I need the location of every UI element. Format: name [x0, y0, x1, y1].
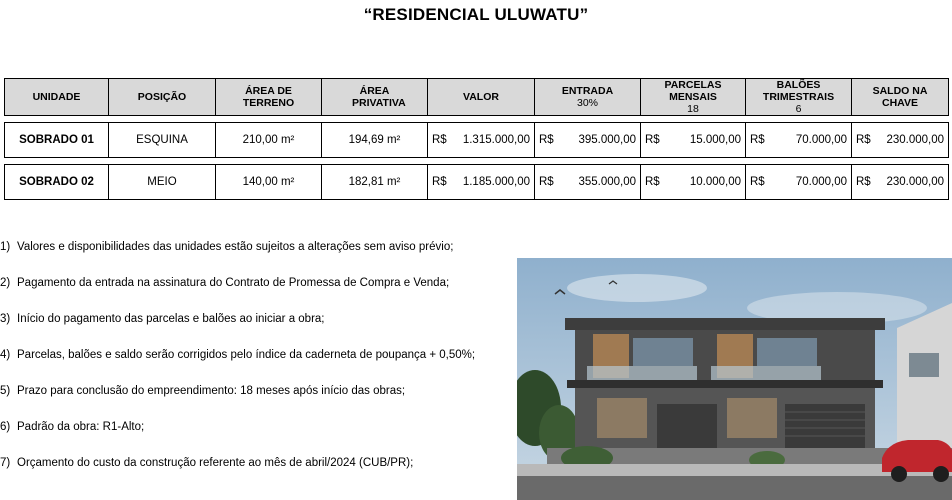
cell-baloes: R$ 70.000,00: [746, 165, 852, 200]
balcony-glass: [711, 366, 821, 380]
units-price-table: [4, 78, 949, 200]
list-item: 2) Pagamento da entrada na assinatura do Contrato de Promessa de Compra e Venda;: [0, 277, 450, 289]
cell-saldo: R$ 230.000,00: [852, 165, 949, 200]
table-row: [5, 123, 949, 158]
header-valor: VALOR: [428, 79, 535, 116]
cell-parcelas: R$ 10.000,00: [641, 165, 746, 200]
list-item: 5) Prazo para conclusão do empreendimento: 18 meses após início das obras;: [0, 385, 406, 397]
header-posicao: POSIÇÃO: [109, 79, 216, 116]
header-saldo-na-chave: SALDO NA CHAVE: [852, 79, 949, 116]
window: [757, 338, 817, 366]
conditions-list: [0, 240, 475, 492]
neighbour-house: [897, 303, 952, 458]
street: [517, 476, 952, 500]
list-item: 7) Orçamento do custo da construção referente ao mês de abril/2024 (CUB/PR);: [0, 457, 414, 469]
header-area-privativa: ÁREA PRIVATIVA: [322, 79, 428, 116]
cell-posicao: ESQUINA: [109, 123, 216, 158]
page-title: “RESIDENCIAL ULUWATU”: [363, 5, 589, 24]
list-item: 3) Início do pagamento das parcelas e balões ao iniciar a obra;: [0, 313, 325, 325]
cell-area-privativa: 194,69 m²: [322, 123, 428, 158]
cell-parcelas: R$ 15.000,00: [641, 123, 746, 158]
garage-gate: [785, 404, 865, 448]
garage-gate: [657, 404, 717, 448]
cell-entrada: R$ 355.000,00: [535, 165, 641, 200]
car-wheel: [933, 466, 949, 482]
entrance-wood: [597, 398, 647, 438]
cell-area-terreno: 210,00 m²: [216, 123, 322, 158]
header-entrada: ENTRADA 30%: [535, 79, 641, 116]
table-spacer: [5, 158, 949, 165]
header-area-terreno: ÁREA DE TERRENO: [216, 79, 322, 116]
cell-unidade: SOBRADO 02: [5, 165, 109, 200]
list-item: 1) Valores e disponibilidades das unidades estão sujeitos a alterações sem aviso prévio;: [0, 241, 454, 253]
cell-baloes: R$ 70.000,00: [746, 123, 852, 158]
cloud: [567, 274, 707, 302]
header-baloes-trimestrais: BALÕES TRIMESTRAIS 6: [746, 79, 852, 116]
table-spacer: [5, 116, 949, 123]
balcony-glass: [587, 366, 697, 380]
cell-valor: R$ 1.185.000,00: [428, 165, 535, 200]
building-render-image: [517, 258, 952, 500]
cell-posicao: MEIO: [109, 165, 216, 200]
window: [633, 338, 693, 366]
cell-area-terreno: 140,00 m²: [216, 165, 322, 200]
header-unidade: UNIDADE: [5, 79, 109, 116]
floor-slab: [567, 380, 883, 388]
list-item: 6) Padrão da obra: R1-Alto;: [0, 421, 145, 433]
townhouse-render-illustration: [517, 258, 952, 500]
list-item: 4) Parcelas, balões e saldo serão corrigidos pelo índice da caderneta de poupança + 0,50%;: [0, 349, 476, 361]
cell-entrada: R$ 395.000,00: [535, 123, 641, 158]
header-parcelas-mensais: PARCELAS MENSAIS 18: [641, 79, 746, 116]
cell-saldo: R$ 230.000,00: [852, 123, 949, 158]
entrance-wood: [727, 398, 777, 438]
cell-area-privativa: 182,81 m²: [322, 165, 428, 200]
table-row: [5, 165, 949, 200]
cell-unidade: SOBRADO 01: [5, 123, 109, 158]
car-wheel: [891, 466, 907, 482]
table-header-row: [5, 79, 949, 116]
roof: [565, 318, 885, 330]
cell-valor: R$ 1.315.000,00: [428, 123, 535, 158]
window: [909, 353, 939, 377]
